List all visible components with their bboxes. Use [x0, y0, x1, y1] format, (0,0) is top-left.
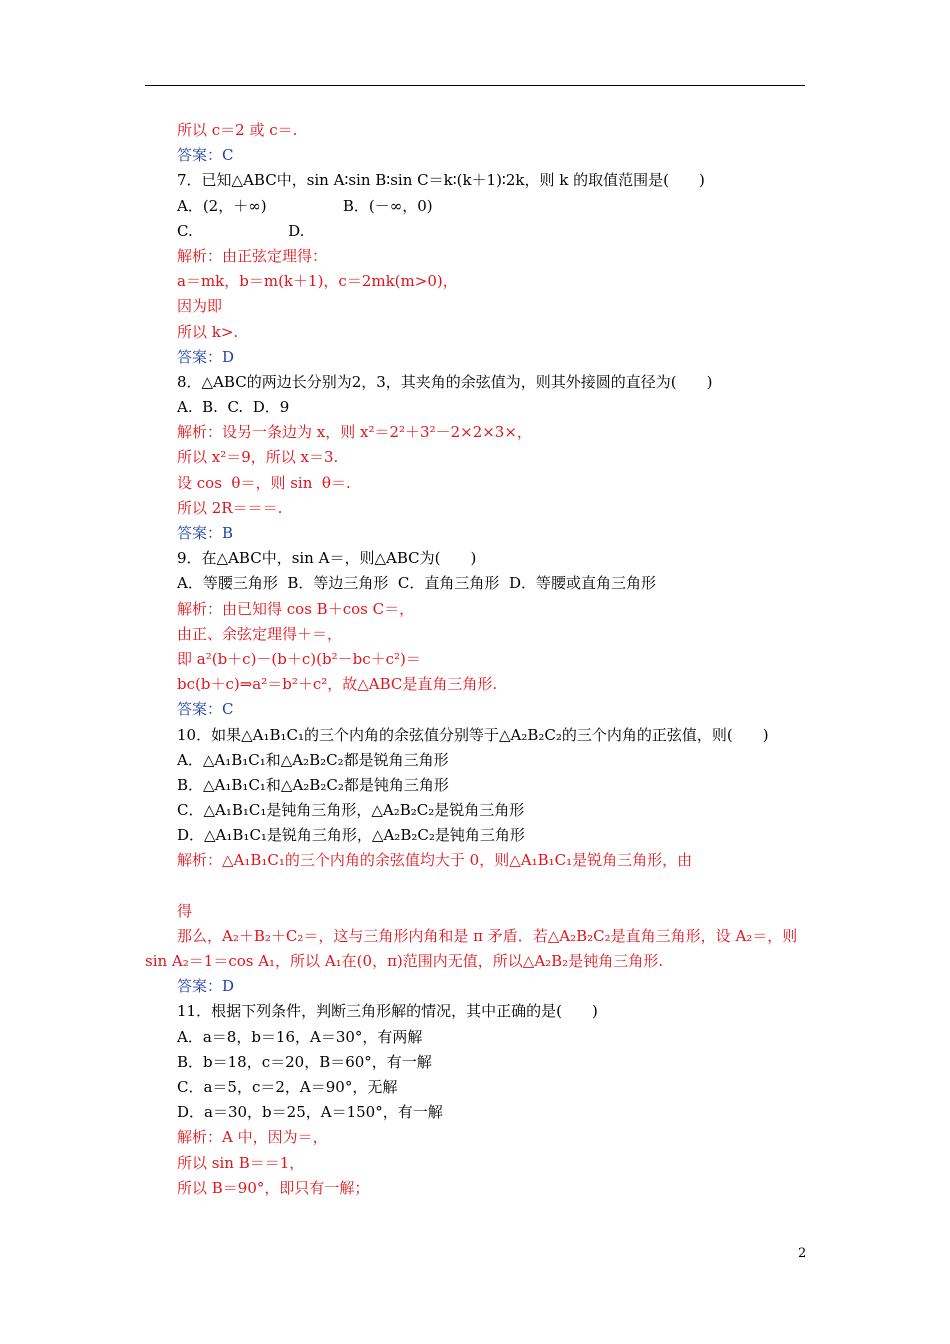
text-line: sin A₂＝1＝cos A₁，所以 A₁在(0，π)范围内无值，所以△A₂B₂是钝角三角形. [145, 952, 663, 970]
text-line: 所以 c＝2 或 c＝. [177, 121, 298, 139]
text-line: 答案：D [177, 347, 235, 366]
text-line: C．a＝5，c＝2，A＝90°，无解 [177, 1077, 398, 1096]
text-line: 所以 x²＝9，所以 x＝3. [177, 448, 339, 467]
text-line: 所以 sin B＝＝1， [177, 1153, 305, 1172]
text-line: 解析：由已知得 cos B＋cos C＝， [177, 599, 415, 618]
page-number: 2 [798, 1246, 807, 1261]
text-line: A．a＝8，b＝16，A＝30°，有两解 [177, 1027, 423, 1046]
text-line: 解析：由正弦定理得： [177, 246, 328, 265]
text-line: 10．如果△A₁B₁C₁的三个内角的余弦值分别等于△A₂B₂C₂的三个内角的正弦值，则( ) [177, 725, 769, 744]
text-line: B．△A₁B₁C₁和△A₂B₂C₂都是钝角三角形 [177, 775, 449, 794]
text-line: A．△A₁B₁C₁和△A₂B₂C₂都是锐角三角形 [177, 750, 449, 769]
text-line: 那么，A₂＋B₂＋C₂＝，这与三角形内角和是 π 矛盾．若△A₂B₂C₂是直角三角形，设 A₂＝，则 [177, 926, 798, 945]
text-line: 答案：B [177, 524, 234, 542]
text-line: 由正、余弦定理得＋＝， [177, 624, 343, 643]
text-line: 即 a²(b＋c)－(b＋c)(b²－bc＋c²)＝ [177, 649, 421, 668]
text-line: 答案：C [177, 700, 234, 719]
text-line: 所以 k>. [177, 322, 239, 341]
text-line: 所以 B＝90°，即只有一解； [177, 1178, 370, 1197]
text-line: 11．根据下列条件，判断三角形解的情况，其中正确的是( ) [177, 1002, 598, 1021]
text-line: C. D. [177, 221, 305, 240]
text-line: a＝mk，b＝m(k＋1)，c＝2mk(m>0)， [177, 272, 458, 291]
text-line: 8．△ABC的两边长分别为2，3，其夹角的余弦值为，则其外接圆的直径为( ) [177, 372, 713, 391]
text-line: 得 [177, 901, 193, 920]
header-rule [145, 85, 805, 86]
text-line: B．b＝18，c＝20，B＝60°，有一解 [177, 1052, 432, 1071]
text-line: 解析：设另一条边为 x，则 x²＝2²＋3²－2×2×3×， [177, 423, 532, 442]
text-line: 解析：A 中，因为＝， [177, 1128, 328, 1147]
text-line: 答案：D [177, 977, 235, 996]
text-line: D．△A₁B₁C₁是锐角三角形，△A₂B₂C₂是钝角三角形 [177, 826, 525, 845]
text-line: 9．在△ABC中，sin A＝，则△ABC为( ) [177, 549, 477, 568]
text-line: A. B. C. D．9 [177, 398, 290, 417]
page-body [145, 118, 815, 1201]
text-line: 答案：C [177, 146, 234, 165]
text-line: 所以 2R＝＝＝. [177, 498, 283, 517]
text-line: 因为即 [177, 297, 223, 316]
text-line: 设 cos θ＝，则 sin θ＝. [177, 473, 351, 492]
text-line: A．等腰三角形 B．等边三角形 C．直角三角形 D．等腰或直角三角形 [177, 574, 656, 593]
text-line: C．△A₁B₁C₁是钝角三角形，△A₂B₂C₂是锐角三角形 [177, 801, 525, 820]
text-line: 解析：△A₁B₁C₁的三个内角的余弦值均大于 0，则△A₁B₁C₁是锐角三角形，由 [177, 851, 693, 870]
text-line: bc(b＋c)⇒a²＝b²＋c²，故△ABC是直角三角形. [177, 675, 498, 694]
text-line: A．(2，＋∞) B．(－∞，0) [177, 196, 433, 215]
text-line: D．a＝30，b＝25，A＝150°，有一解 [177, 1103, 443, 1122]
text-line: 7．已知△ABC中，sin A∶sin B∶sin C＝k∶(k＋1)∶2k，则 k 的取值范围是( ) [177, 171, 705, 190]
